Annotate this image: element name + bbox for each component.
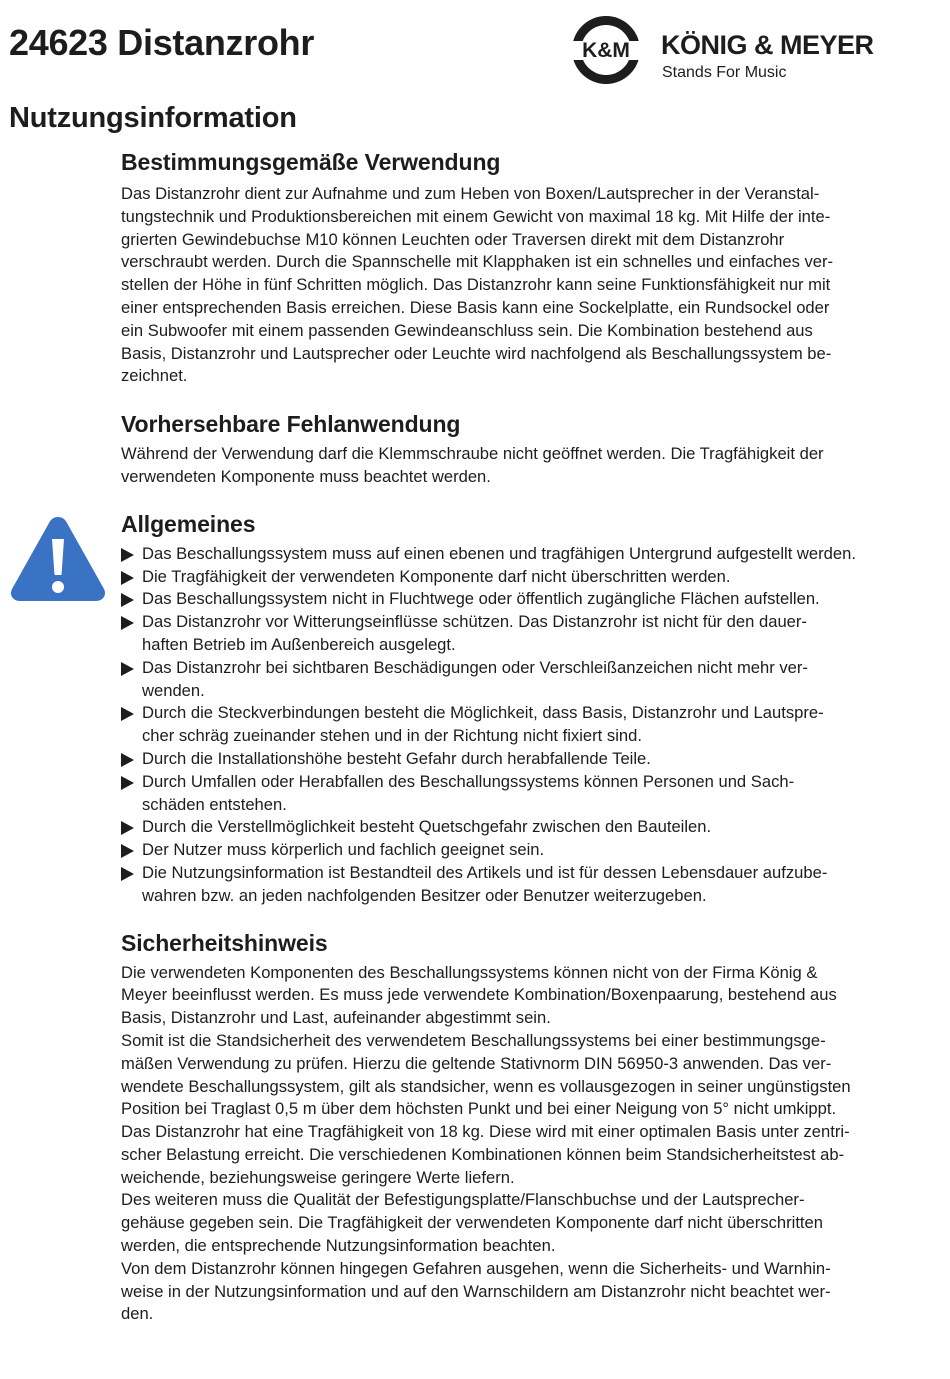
list-item	[121, 702, 939, 748]
list-item-text: Die Tragfähigkeit der verwendeten Komponente darf nicht überschritten werden.	[142, 566, 731, 586]
text-line: grierten Gewindebuchse M10 können Leuchten oder Traversen direkt mit dem Distanzrohr	[121, 229, 785, 249]
section-safety	[121, 927, 939, 1327]
text-line: Das Distanzrohr hat eine Tragfähigkeit von 18 kg. Diese wird mit einer optimalen Basis unter zentri-	[121, 1122, 850, 1142]
list-item-text: Das Distanzrohr bei sichtbaren Beschädigungen oder Verschleißanzeichen nicht mehr ver-	[142, 657, 808, 677]
text-line: gehäuse gegeben sein. Die Tragfähigkeit der verwendeten Komponente darf nicht überschritten	[121, 1213, 824, 1233]
text-line: werden, die entsprechende Nutzungsinformation beachten.	[121, 1236, 556, 1256]
text-line: Das Distanzrohr dient zur Aufnahme und zum Heben von Boxen/Lautsprecher in der Veranstal-	[121, 184, 820, 203]
text-line: Meyer beeinflusst werden. Es muss jede verwendete Kombination/Boxenpaarung, bestehend aus	[121, 985, 837, 1005]
text-line: einer entsprechenden Basis erreichen. Diese Basis kann eine Sockelplatte, ein Rundsockel oder	[121, 297, 830, 317]
section-body	[121, 183, 939, 388]
text-line: zeichnet.	[121, 366, 188, 386]
list-item	[121, 748, 939, 771]
list-item	[121, 771, 939, 817]
text-line: Des weiteren muss die Qualität der Befestigungsplatte/Flanschbuchse und der Lautsprecher-	[121, 1190, 805, 1210]
text-line: Während der Verwendung darf die Klemmschraube nicht geöffnet werden. Die Tragfähigkeit der	[121, 444, 824, 464]
text-line: Von dem Distanzrohr können hingegen Gefahren ausgehen, wenn die Sicherheits- und Warnhin-	[121, 1258, 831, 1278]
section-intended-use	[121, 146, 939, 388]
text-line: scher Belastung erreicht. Die verschiedenen Kombinationen können beim Standsicherheitstest ab-	[121, 1144, 845, 1164]
list-item-text: Durch Umfallen oder Herabfallen des Beschallungssystems können Personen und Sach-	[142, 771, 795, 791]
logo-mark-text: K&M	[582, 39, 630, 62]
text-line: mäßen Verwendung zu prüfen. Hierzu die geltende Stativnorm DIN 56950-3 anwenden. Das ver-	[121, 1053, 832, 1073]
list-item	[121, 839, 939, 862]
section-misuse	[121, 408, 939, 489]
list-item	[121, 566, 939, 589]
list-item-text: Die Nutzungsinformation ist Bestandteil des Artikels und ist für dessen Lebensdauer aufzube-	[142, 862, 828, 882]
section-heading: Sicherheitshinweis	[121, 929, 328, 956]
text-line: Basis, Distanzrohr und Last, aufeinander abgestimmt sein.	[121, 1008, 551, 1028]
list-item	[121, 657, 939, 703]
text-line: Position bei Traglast 0,5 m über dem höchsten Punkt und bei einer Neigung von 5° nicht umkippt.	[121, 1099, 837, 1119]
list-item-text: cher schräg zueinander stehen und in der Richtung nicht fixiert sind.	[142, 726, 642, 746]
triangle-bullet-icon	[121, 662, 134, 676]
triangle-bullet-icon	[121, 548, 134, 562]
triangle-bullet-icon	[121, 821, 134, 835]
text-line: verschraubt werden. Durch die Spannschelle mit Klapphaken ist ein schnelles und einfaches ver-	[121, 252, 834, 272]
list-item	[121, 588, 939, 611]
list-item	[121, 611, 939, 657]
document-title: 24623 Distanzrohr	[9, 22, 315, 63]
list-item	[121, 862, 939, 908]
triangle-bullet-icon	[121, 753, 134, 767]
list-item-text: Das Beschallungssystem muss auf einen ebenen und tragfähigen Untergrund aufgestellt werden.	[142, 543, 856, 563]
triangle-bullet-icon	[121, 571, 134, 585]
text-line: Die verwendeten Komponenten des Beschallungssystems können nicht von der Firma König &	[121, 962, 818, 982]
triangle-bullet-icon	[121, 707, 134, 721]
list-item-text: wenden.	[142, 680, 205, 700]
list-item-text: Der Nutzer muss körperlich und fachlich geeignet sein.	[142, 840, 545, 860]
text-line: stellen der Höhe in fünf Schritten möglich. Das Distanzrohr kann seine Funktionsfähigkeit nur mit	[121, 275, 831, 295]
text-line: weise in der Nutzungsinformation und auf den Warnschildern am Distanzrohr nicht beachtet wer-	[121, 1281, 831, 1301]
list-item-text: schäden entstehen.	[142, 794, 287, 814]
warning-triangle-icon	[8, 513, 108, 605]
list-item-text: Durch die Verstellmöglichkeit besteht Quetschgefahr zwischen den Bauteilen.	[142, 817, 712, 837]
text-line: weichende, beziehungsweise geringere Werte liefern.	[121, 1167, 515, 1187]
section-heading: Allgemeines	[121, 510, 256, 537]
section-heading: Bestimmungsgemäße Verwendung	[121, 149, 501, 175]
triangle-bullet-icon	[121, 593, 134, 607]
general-bullet-list	[121, 543, 939, 908]
triangle-bullet-icon	[121, 616, 134, 630]
list-item-text: Das Distanzrohr vor Witterungseinflüsse schützen. Das Distanzrohr ist nicht für den dauer-	[142, 612, 807, 632]
text-line: verwendeten Komponente muss beachtet werden.	[121, 466, 491, 486]
list-item-text: wahren bzw. an jeden nachfolgenden Besitzer oder Benutzer weiterzugeben.	[142, 885, 707, 905]
text-line: tungstechnik und Produktionsbereichen mit einem Gewicht von maximal 18 kg. Mit Hilfe der inte-	[121, 206, 831, 226]
page-subtitle: Nutzungsinformation	[9, 102, 297, 134]
text-line: Basis, Distanzrohr und Lautsprecher oder Leuchte wird nachfolgend als Beschallungssystem be-	[121, 343, 832, 363]
logo-slogan: Stands For Music	[662, 64, 787, 81]
main-content	[121, 146, 939, 1326]
text-line: Somit ist die Standsicherheit des verwendetem Beschallungssystems bei einer bestimmungsge-	[121, 1030, 826, 1050]
triangle-bullet-icon	[121, 844, 134, 858]
list-item-text: Das Beschallungssystem nicht in Fluchtwege oder öffentlich zugängliche Flächen aufstellen.	[142, 589, 820, 609]
triangle-bullet-icon	[121, 776, 134, 790]
section-body	[121, 962, 939, 1327]
list-item	[121, 816, 939, 839]
text-line: wendete Beschallungssystem, gilt als standsicher, wenn es vollausgezogen in seiner ungünstigsten	[121, 1076, 851, 1096]
logo-brand-name: KÖNIG & MEYER	[661, 30, 874, 60]
list-item	[121, 543, 939, 566]
section-general	[121, 508, 939, 908]
section-body	[121, 443, 939, 489]
list-item-text: haften Betrieb im Außenbereich ausgelegt.	[142, 634, 456, 654]
kuenig-meyer-logo	[564, 14, 934, 86]
list-item-text: Durch die Steckverbindungen besteht die Möglichkeit, dass Basis, Distanzrohr und Lautspre-	[142, 703, 824, 723]
text-line: den.	[121, 1304, 154, 1324]
text-line: ein Subwoofer mit einem passenden Gewindeanschluss sein. Die Kombination bestehend aus	[121, 320, 813, 340]
section-heading: Vorhersehbare Fehlanwendung	[121, 411, 461, 438]
km-logo-mark-icon	[566, 14, 646, 86]
triangle-bullet-icon	[121, 867, 134, 881]
list-item-text: Durch die Installationshöhe besteht Gefahr durch herabfallende Teile.	[142, 748, 651, 768]
